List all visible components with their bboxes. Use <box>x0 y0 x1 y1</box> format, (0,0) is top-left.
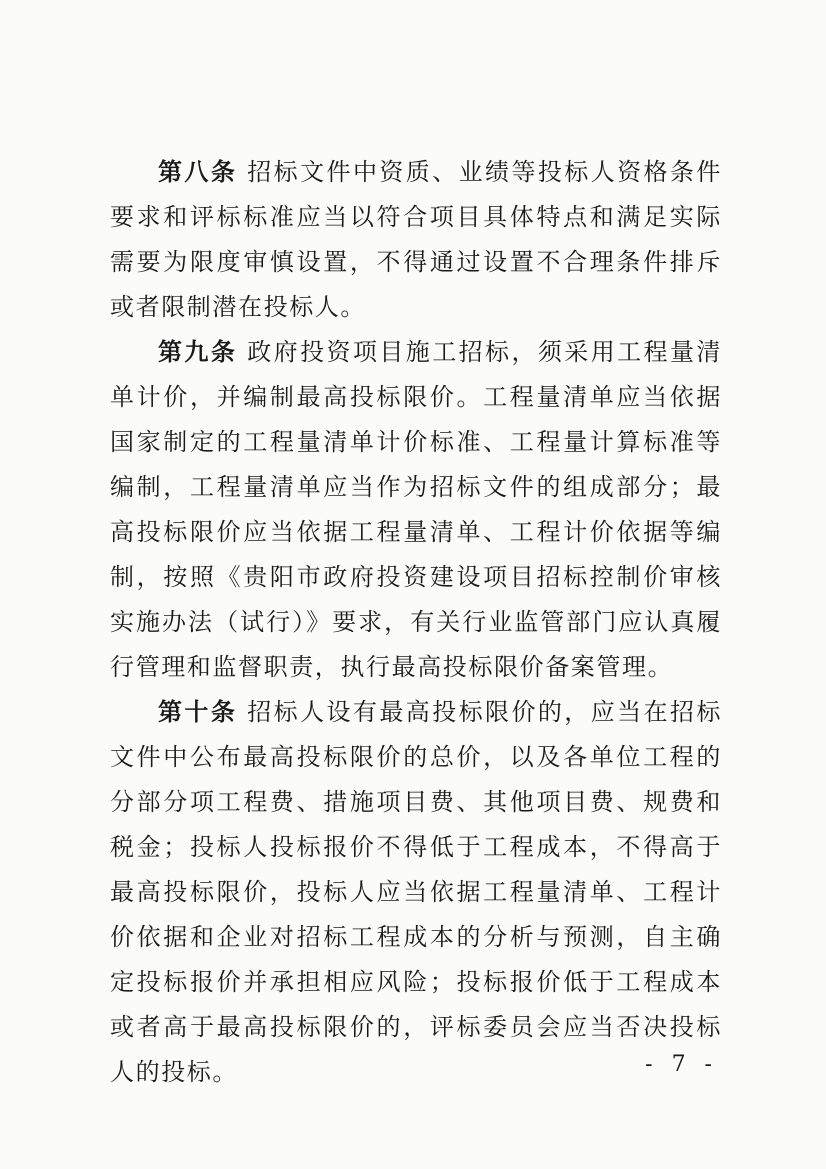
article-8 <box>110 150 722 330</box>
page-number: - 7 - <box>645 1052 718 1077</box>
document-body <box>110 150 722 1095</box>
article-8-text: 招标文件中资质、业绩等投标人资格条件要求和评标标准应当以符合项目具体特点和满足实际需要为限度审慎设置，不得通过设置不合理条件排斥或者限制潜在投标人。 <box>110 158 722 321</box>
article-9-text: 政府投资项目施工招标，须采用工程量清单计价，并编制最高投标限价。工程量清单应当依据国家制定的工程量清单计价标准、工程量计算标准等编制，工程量清单应当作为招标文件的组成部分；最高投标限价应当依据工程量清单、工程计价依据等编制，按照《贵阳市政府投资建设项目招标控制价审核实施办法（试行）》要求，有关行业监管部门应认真履行管理和监督职责，执行最高投标限价备案管理。 <box>110 338 722 681</box>
article-9 <box>110 330 722 690</box>
article-8-title: 第八条 <box>158 158 238 186</box>
article-10-text: 招标人设有最高投标限价的，应当在招标文件中公布最高投标限价的总价，以及各单位工程的分部分项工程费、措施项目费、其他项目费、规费和税金；投标人投标报价不得低于工程成本，不得高于最高投标限价，投标人应当依据工程量清单、工程计价依据和企业对招标工程成本的分析与预测，自主确定投标报价并承担相应风险；投标报价低于工程成本或者高于最高投标限价的，评标委员会应当否决投标人的投标。 <box>110 698 722 1086</box>
article-10-title: 第十条 <box>158 698 238 726</box>
article-10 <box>110 690 722 1095</box>
article-9-title: 第九条 <box>158 338 238 366</box>
